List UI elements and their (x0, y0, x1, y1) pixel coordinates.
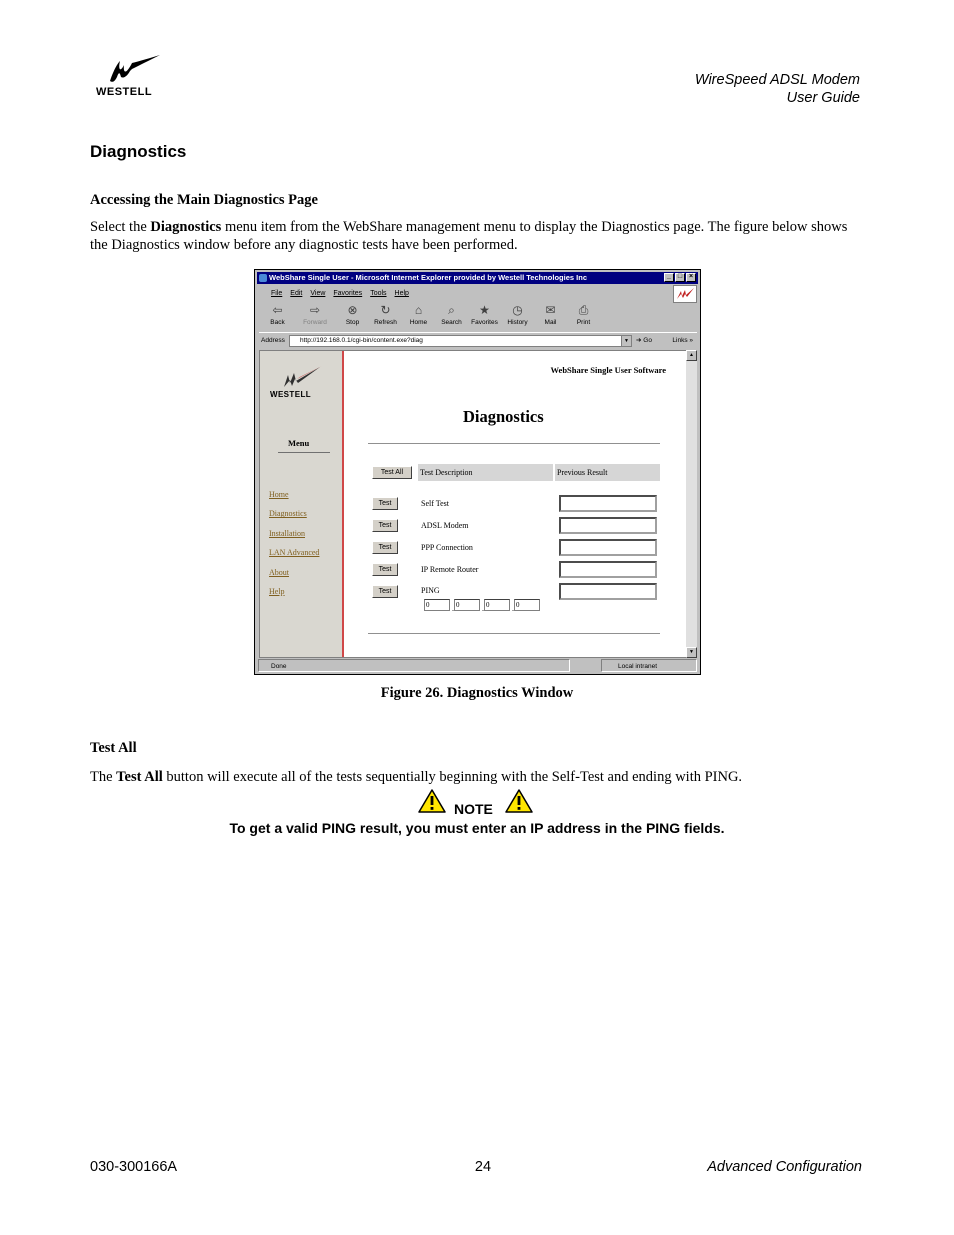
history-icon: ◷ (512, 303, 523, 317)
window-title: WebShare Single User - Microsoft Internet Explorer provided by Westell Technologies Inc (269, 273, 587, 282)
nav-link-help[interactable]: Help (269, 587, 285, 597)
go-button[interactable]: ➔ Go (636, 337, 652, 344)
subsection-heading-access: Accessing the Main Diagnostics Page (90, 192, 318, 208)
sidebar-logo (270, 365, 336, 405)
diagnostics-main: WebShare Single User Software Diagnostics Test Description Previous Result Test All Test Self Test Test ADSL Modem Test PPP Connection Test IP Remote Router Test PING 0 . 0 . 0 . 0 (346, 351, 676, 657)
toolbar-history[interactable]: ◷ History (507, 303, 528, 326)
test-label-ppp-connection: PPP Connection (421, 543, 473, 552)
warning-icon (505, 789, 533, 813)
nav-link-lan-advanced[interactable]: LAN Advanced (269, 548, 320, 558)
westell-swoosh-icon (104, 55, 162, 85)
bold-test-all: Test All (116, 769, 163, 785)
menu-tools[interactable]: Tools (370, 290, 387, 297)
browser-screenshot (254, 269, 701, 675)
browser-toolbar (261, 303, 600, 331)
test-button-ping[interactable]: Test (372, 585, 398, 598)
footer-chapter: Advanced Configuration (707, 1159, 862, 1175)
col-test-description: Test Description (418, 464, 553, 481)
scroll-down-icon[interactable]: ▼ (686, 647, 697, 658)
subsection-heading-test-all: Test All (90, 740, 137, 756)
logo-text: WESTELL (96, 86, 153, 98)
brand-logo-box (673, 285, 697, 303)
paragraph-access: Select the Diagnostics menu item from the WebShare management menu to display the Diagnostics page. The figure below shows the Diagnostics window before any diagnostic tests have been performed. (90, 219, 848, 253)
forward-arrow-icon: ⇨ (309, 303, 321, 317)
toolbar-home[interactable]: ⌂ Home (409, 303, 428, 326)
section-title: Diagnostics (90, 142, 187, 161)
status-text: Done (258, 659, 570, 672)
paragraph-test-all: The Test All button will execute all of the tests sequentially beginning with the Self-Test and ending with PING. (90, 769, 743, 785)
test-button-adsl-modem[interactable]: Test (372, 519, 398, 532)
bottom-rule (368, 633, 660, 634)
test-all-button[interactable]: Test All (372, 466, 412, 479)
sidebar-menu-title: Menu (288, 438, 310, 448)
close-icon[interactable]: × (686, 273, 696, 282)
printer-icon: ⎙ (578, 303, 589, 317)
nav-link-home[interactable]: Home (269, 490, 289, 499)
top-rule (368, 443, 660, 444)
sidebar-nav (269, 485, 319, 601)
menu-favorites[interactable]: Favorites (333, 290, 363, 297)
result-field-ppp-connection[interactable] (559, 539, 657, 556)
stop-icon: ⊗ (347, 303, 358, 317)
toolbar-search[interactable]: ⌕ Search (441, 303, 462, 326)
address-input[interactable]: http://192.168.0.1/cgi-bin/content.exe?diag ▼ (289, 335, 632, 347)
header-right (695, 71, 860, 107)
ping-ip-octet-2[interactable]: 0 (454, 599, 480, 611)
doc-type: User Guide (786, 90, 860, 106)
figure-caption: Figure 26. Diagnostics Window (380, 685, 574, 701)
toolbar-back[interactable]: ⇦ Back (270, 303, 285, 326)
result-field-self-test[interactable] (559, 495, 657, 512)
software-title: WebShare Single User Software (550, 365, 666, 375)
toolbar-stop[interactable]: ⊗ Stop (345, 303, 360, 326)
result-field-adsl-modem[interactable] (559, 517, 657, 534)
westell-logo (96, 55, 168, 99)
zone-indicator: Local intranet (601, 659, 697, 672)
note-label: NOTE (454, 801, 493, 817)
window-titlebar (257, 272, 698, 284)
page-content (259, 350, 687, 658)
nav-sidebar (260, 351, 344, 657)
address-bar (259, 332, 697, 348)
test-label-self-test: Self Test (421, 499, 449, 508)
maximize-icon[interactable]: □ (675, 273, 685, 282)
toolbar-print[interactable]: ⎙ Print (576, 303, 591, 326)
vertical-scrollbar[interactable] (686, 350, 697, 658)
sidebar-divider (278, 452, 330, 453)
warning-icon (418, 789, 446, 813)
favorites-icon: ★ (479, 303, 490, 317)
ping-ip-octet-3[interactable]: 0 (484, 599, 510, 611)
nav-link-installation[interactable]: Installation (269, 528, 305, 538)
sidebar-logo-text: WESTELL (270, 390, 312, 399)
status-bar (258, 659, 697, 672)
test-label-ip-remote-router: IP Remote Router (421, 565, 479, 574)
dropdown-arrow-icon[interactable]: ▼ (621, 336, 631, 346)
nav-link-about[interactable]: About (269, 567, 289, 577)
westell-brand-icon (674, 286, 696, 302)
toolbar-mail[interactable]: ✉ Mail (544, 303, 557, 326)
menu-edit[interactable]: Edit (290, 290, 303, 297)
test-label-adsl-modem: ADSL Modem (421, 521, 469, 530)
bold-diagnostics: Diagnostics (150, 219, 222, 235)
refresh-icon: ↻ (380, 303, 391, 317)
note-row (0, 789, 954, 815)
mail-icon: ✉ (545, 303, 556, 317)
result-field-ping[interactable] (559, 583, 657, 600)
address-label: Address (261, 337, 285, 344)
menu-file[interactable]: File (271, 290, 283, 297)
col-previous-result: Previous Result (555, 464, 660, 481)
note-text: To get a valid PING result, you must enter an IP address in the PING fields. (229, 820, 725, 836)
ie-icon (259, 274, 267, 282)
footer-doc-number: 030-300166A (90, 1159, 178, 1175)
toolbar-refresh[interactable]: ↻ Refresh (374, 303, 397, 326)
scroll-up-icon[interactable]: ▲ (686, 350, 697, 361)
diagnostics-heading: Diagnostics (463, 407, 544, 426)
ping-ip-octet-1[interactable]: 0 (424, 599, 450, 611)
test-label-ping: PING (421, 586, 440, 595)
home-icon: ⌂ (414, 303, 423, 317)
product-name: WireSpeed ADSL Modem (694, 72, 860, 88)
result-field-ip-remote-router[interactable] (559, 561, 657, 578)
ping-ip-octet-4[interactable]: 0 (514, 599, 540, 611)
links-button[interactable]: Links » (672, 337, 693, 344)
search-icon: ⌕ (448, 303, 455, 317)
test-button-self-test[interactable]: Test (372, 497, 398, 510)
nav-link-diagnostics[interactable]: Diagnostics (269, 509, 307, 519)
toolbar-forward[interactable]: ⇨ Forward (303, 303, 327, 326)
test-button-ip-remote-router[interactable]: Test (372, 563, 398, 576)
menu-view[interactable]: View (310, 290, 326, 297)
test-button-ppp-connection[interactable]: Test (372, 541, 398, 554)
footer-page-number: 24 (474, 1159, 492, 1175)
toolbar-favorites[interactable]: ★ Favorites (471, 303, 498, 326)
westell-swoosh-icon (270, 365, 326, 389)
menu-help[interactable]: Help (394, 290, 409, 297)
minimize-icon[interactable]: _ (664, 273, 674, 282)
back-arrow-icon: ⇦ (272, 303, 283, 317)
browser-menubar (261, 287, 409, 300)
